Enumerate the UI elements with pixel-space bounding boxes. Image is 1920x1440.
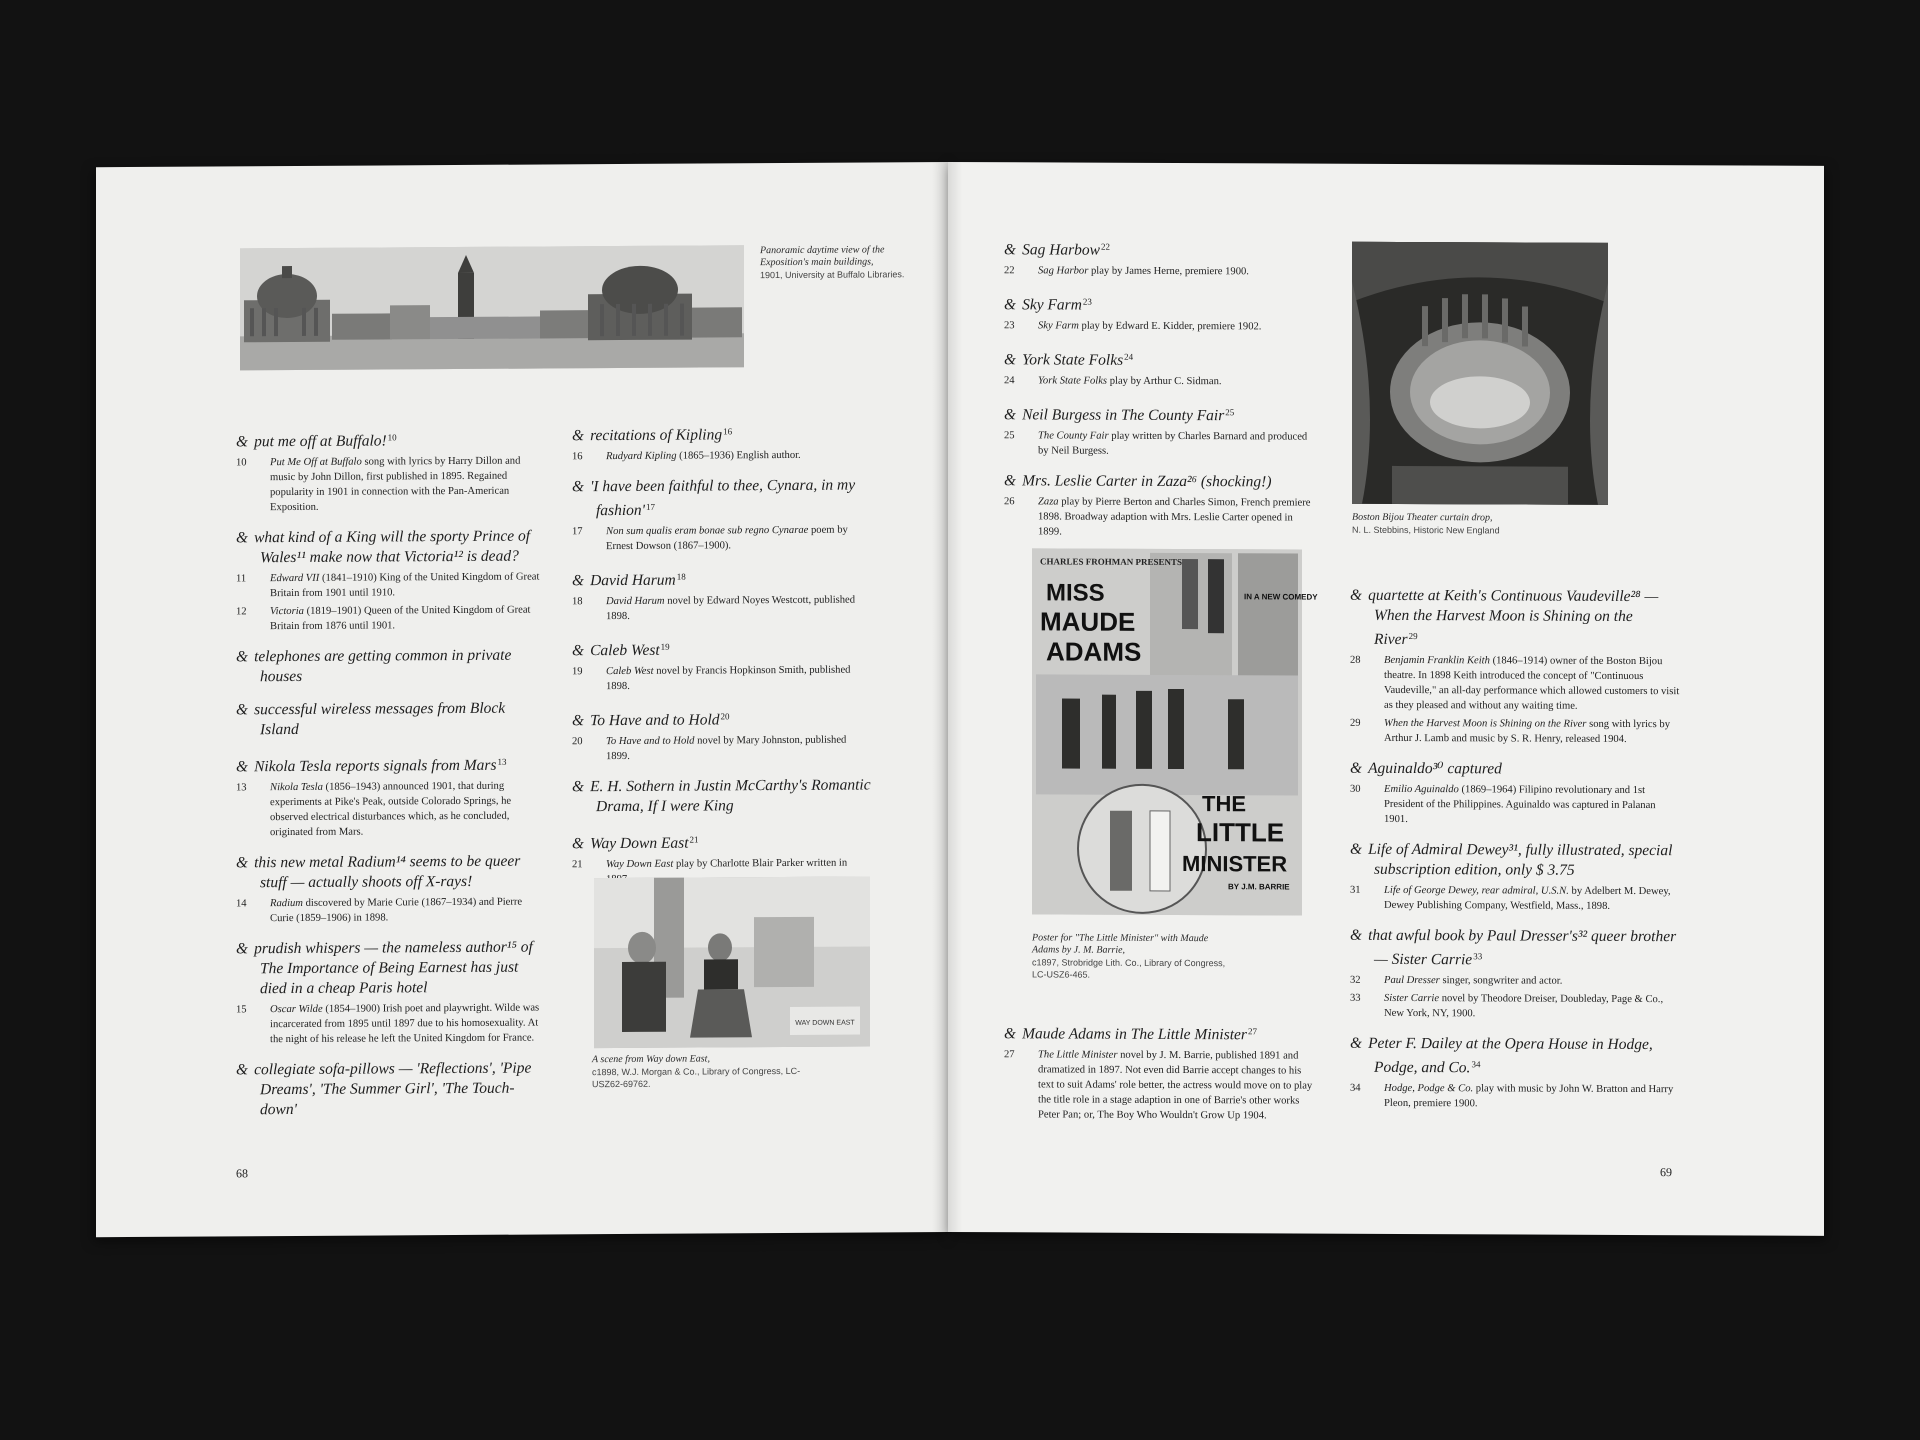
timeline-entry <box>1350 759 1680 828</box>
entry-heading-text: Sky Farm <box>1022 296 1082 314</box>
entry-heading <box>236 1058 546 1120</box>
footnote <box>236 894 546 926</box>
timeline-entry <box>1004 291 1314 334</box>
poster-photo <box>1032 548 1318 915</box>
footnote <box>236 778 546 840</box>
footnote-title: The Little Minister <box>1038 1049 1118 1061</box>
footnote-title: Paul Dresser <box>1384 974 1440 987</box>
timeline-entry <box>1004 346 1314 389</box>
ampersand-ornament: & <box>236 648 249 666</box>
entry-heading <box>1004 236 1314 261</box>
curtain-caption-credit: N. L. Stebbins, Historic New England <box>1352 524 1500 536</box>
panorama-photo <box>240 245 744 370</box>
footnote-title: Oscar Wilde <box>270 1003 323 1016</box>
footnote <box>1350 973 1680 989</box>
poster-title-line2: LITTLE <box>1196 817 1285 848</box>
footnote-marker: 23 <box>1082 296 1092 307</box>
entry-heading-text: Nikola Tesla reports signals from Mars <box>254 756 497 776</box>
footnote <box>1004 494 1314 540</box>
timeline-entry <box>572 420 872 464</box>
poster-author: BY J.M. BARRIE <box>1228 882 1290 892</box>
entry-heading <box>1004 401 1314 426</box>
entry-heading <box>1350 759 1680 780</box>
footnote-number: 26 <box>1004 496 1015 508</box>
entry-heading <box>572 635 872 661</box>
timeline-entry <box>572 775 872 817</box>
footnote <box>1004 318 1314 334</box>
footnote-marker: 25 <box>1225 407 1235 418</box>
footnote-title: Emilio Aguinaldo <box>1384 783 1459 796</box>
footnote-number: 20 <box>572 736 583 748</box>
poster-presenter: CHARLES FROHMAN PRESENTS <box>1040 556 1183 568</box>
poster-star-line1: MISS <box>1046 579 1105 607</box>
footnote-number: 28 <box>1350 654 1361 666</box>
left-column-2 <box>572 420 872 900</box>
page-number-right: 69 <box>1660 1165 1672 1180</box>
entry-heading <box>236 937 546 999</box>
poster-star-line3: ADAMS <box>1046 636 1142 667</box>
footnote-text: (1841–1910) King of the United Kingdom of Great Britain from 1901 until 1910. <box>270 571 540 600</box>
timeline-entry <box>236 851 546 926</box>
entry-heading <box>236 851 546 893</box>
footnote-text: poem by Ernest Dowson (1867–1900). <box>606 524 848 553</box>
ampersand-ornament: & <box>1004 296 1017 314</box>
entry-heading-text: Aguinaldo³⁰ captured <box>1368 759 1502 778</box>
footnote-title: Sister Carrie <box>1384 992 1440 1005</box>
timeline-entry <box>572 705 872 764</box>
ampersand-ornament: & <box>1004 241 1017 259</box>
footnote-marker: 29 <box>1408 631 1418 642</box>
panorama-caption-title: Panoramic daytime view of the Exposition's main buildings, <box>760 244 885 269</box>
footnote-number: 30 <box>1350 783 1361 795</box>
footnote-number: 11 <box>236 573 247 585</box>
footnote-title: When the Harvest Moon is Shining on the River <box>1384 717 1587 730</box>
footnote <box>1004 373 1314 389</box>
curtain-illustration <box>1352 242 1608 505</box>
entry-heading <box>1004 346 1314 371</box>
footnote-marker: 33 <box>1473 951 1483 962</box>
footnote <box>572 732 872 764</box>
footnote-text: play by James Herne, premiere 1900. <box>1088 265 1249 278</box>
footnote-title: Benjamin Franklin Keith <box>1384 654 1490 667</box>
footnote <box>236 453 546 515</box>
footnote-number: 19 <box>572 666 583 678</box>
footnote-marker: 10 <box>387 432 397 443</box>
footnote-marker: 13 <box>497 756 507 767</box>
footnote-title: Way Down East <box>606 858 674 871</box>
timeline-entry <box>236 1058 546 1120</box>
entry-heading-text: that awful book by Paul Dresser's³² queer brother — Sister Carrie <box>1368 926 1677 969</box>
footnote-number: 27 <box>1004 1049 1015 1061</box>
footnote-number: 33 <box>1350 992 1361 1004</box>
footnote-title: Victoria <box>270 605 304 618</box>
poster-star-line2: MAUDE <box>1040 606 1136 637</box>
footnote-text: singer, songwriter and actor. <box>1439 975 1563 987</box>
timeline-entry <box>1004 401 1314 459</box>
footnote <box>1350 653 1680 714</box>
ampersand-ornament: & <box>1350 1034 1363 1052</box>
entry-heading-text: Neil Burgess in The County Fair <box>1022 406 1225 425</box>
footnote-number: 13 <box>236 782 247 794</box>
panorama-illustration <box>240 245 744 370</box>
entry-heading <box>1004 1020 1314 1045</box>
footnote-number: 18 <box>572 596 583 608</box>
footnote-text: song with lyrics by Arthur J. Lamb and music by S. R. Henry, released 1904. <box>1384 718 1670 745</box>
timeline-entry <box>572 635 872 694</box>
entry-heading <box>236 426 546 452</box>
footnote-title: Zaza <box>1038 496 1059 508</box>
footnote-text: play by Charlotte Blair Parker written in <box>675 857 848 870</box>
entry-heading <box>1350 586 1680 651</box>
footnote-title: Sky Farm <box>1038 320 1079 332</box>
footnote <box>572 662 872 694</box>
poster-caption <box>1032 932 1232 981</box>
panorama-caption-credit: 1901, University at Buffalo Libraries. <box>760 269 905 281</box>
ampersand-ornament: & <box>1350 926 1363 944</box>
footnote-title: Edward VII <box>270 572 320 585</box>
poster-title-line1: THE <box>1202 791 1246 817</box>
entry-heading <box>236 698 546 740</box>
footnote-number: 21 <box>572 859 583 871</box>
poster-side-text: IN A NEW COMEDY <box>1244 592 1318 602</box>
footnote-text: novel by Theodore Dreiser, Doubleday, Page & Co., New York, NY, 1900. <box>1384 993 1664 1020</box>
footnote-text: play with music by John W. Bratton and Harry Pleon, premiere 1900. <box>1384 1083 1674 1110</box>
footnote <box>1350 883 1680 914</box>
right-column-2 <box>1350 586 1680 1125</box>
ampersand-ornament: & <box>572 478 585 496</box>
footnote-text: discovered by Marie Curie (1867–1934) and Pierre Curie (1859–1906) in 1898. <box>270 896 523 925</box>
footnote-title: Rudyard Kipling <box>606 450 677 463</box>
ampersand-ornament: & <box>572 427 585 445</box>
entry-heading-text: Peter F. Dailey at the Opera House in Hodge, Podge, and Co. <box>1368 1034 1653 1077</box>
right-column-1 <box>1004 236 1314 553</box>
magazine-spread <box>96 162 1824 1232</box>
footnote-title: Put Me Off at Buffalo <box>270 456 362 469</box>
ampersand-ornament: & <box>1004 1025 1017 1043</box>
entry-heading <box>236 645 546 687</box>
entry-heading <box>572 705 872 731</box>
svg-text:WAY DOWN EAST: WAY DOWN EAST <box>795 1019 855 1027</box>
ampersand-ornament: & <box>572 835 585 853</box>
entry-heading-text: what kind of a King will the sporty Prince of Wales¹¹ make now that Victoria¹² is dead? <box>254 527 531 567</box>
footnote-text: novel by Edward Noyes Westcott, published 1898. <box>606 594 856 623</box>
ampersand-ornament: & <box>236 1061 249 1079</box>
footnote-number: 17 <box>572 526 583 538</box>
footnote-number: 10 <box>236 457 247 469</box>
footnote-text: song with lyrics by Harry Dillon and music by John Dillon, first published in 1895. Regained popularity in 1901 in connection with the Pan-American Exposition. <box>270 455 521 514</box>
right-page <box>948 162 1824 1236</box>
footnote-text: play written by Charles Barnard and produced by Neil Burgess. <box>1038 430 1308 457</box>
ampersand-ornament: & <box>572 778 585 796</box>
footnote-title: Nikola Tesla <box>270 781 323 794</box>
entry-heading <box>1004 471 1314 492</box>
curtain-caption-title: Boston Bijou Theater curtain drop, <box>1352 511 1493 524</box>
footnote-marker: 16 <box>723 426 733 437</box>
timeline-entry <box>236 751 546 840</box>
ampersand-ornament: & <box>236 854 249 872</box>
footnote <box>1350 991 1680 1022</box>
footnote-title: Caleb West <box>606 665 654 678</box>
entry-heading <box>1350 926 1680 971</box>
scene-photo <box>594 876 870 1048</box>
entry-heading-text: telephones are getting common in private houses <box>254 646 512 686</box>
footnote-text: novel by J. M. Barrie, published 1891 and dramatized in 1897. Not even did Barrie accept changes to his text to suit Adams' role better, the actress would move on to play the title role in a stage adaption in one of Barrie's other works Peter Pan; or, The Boy Who Wouldn't Grow Up 1904. <box>1038 1049 1313 1122</box>
footnote-number: 31 <box>1350 884 1361 896</box>
footnote-marker: 18 <box>676 571 686 582</box>
timeline-entry <box>1350 586 1680 747</box>
footnote-title: Hodge, Podge & Co. <box>1384 1082 1474 1095</box>
footnote-marker: 21 <box>689 834 699 845</box>
timeline-entry <box>1350 1034 1680 1112</box>
footnote-title: Sag Harbor <box>1038 265 1089 277</box>
entry-heading-text: 'I have been faithful to thee, Cynara, in my fashion' <box>590 476 856 520</box>
footnote <box>236 1000 546 1047</box>
footnote-marker: 24 <box>1124 351 1134 362</box>
poster-caption-title: Poster for "The Little Minister" with Maude Adams by J. M. Barrie, <box>1032 932 1209 956</box>
footnote <box>1350 1081 1680 1112</box>
entry-heading-text: Maude Adams in The Little Minister <box>1022 1025 1247 1044</box>
footnote-text: play by Arthur C. Sidman. <box>1107 375 1222 388</box>
footnote-text: novel by Francis Hopkinson Smith, published 1898. <box>606 664 851 693</box>
ampersand-ornament: & <box>236 701 249 719</box>
entry-heading-text: Mrs. Leslie Carter in Zaza²⁶ (shocking!) <box>1022 472 1272 491</box>
footnote <box>236 569 546 601</box>
timeline-entry <box>236 426 546 515</box>
footnote-number: 29 <box>1350 717 1361 729</box>
footnote-number: 12 <box>236 606 247 618</box>
entry-heading-text: To Have and to Hold <box>590 711 720 730</box>
footnote-number: 25 <box>1004 430 1015 442</box>
footnote <box>1004 428 1314 459</box>
entry-heading <box>1004 291 1314 316</box>
footnote-marker: 27 <box>1247 1026 1257 1037</box>
footnote-text: (1846–1914) owner of the Boston Bijou theatre. In 1898 Keith introduced the concept of "Continuous Vaudeville," an all-day performance which allowed customers to visit as they pleased and without any waiting time. <box>1384 655 1680 712</box>
footnote <box>572 522 872 554</box>
scene-caption-title: A scene from Way down East, <box>592 1053 710 1066</box>
footnote <box>572 592 872 624</box>
timeline-entry <box>572 565 872 624</box>
timeline-entry <box>1004 471 1314 540</box>
footnote <box>1350 782 1680 828</box>
entry-heading <box>236 751 546 777</box>
curtain-photo <box>1352 242 1608 505</box>
ampersand-ornament: & <box>1350 759 1363 777</box>
footnote-number: 15 <box>236 1004 247 1016</box>
footnote-number: 32 <box>1350 974 1361 986</box>
timeline-entry <box>236 645 546 687</box>
footnote-title: Radium <box>270 897 303 910</box>
footnote-text: (1856–1943) announced 1901, that during experiments at Pike's Peak, outside Colorado Springs, he observed electrical disturbances which, as he concluded, originated from Mars. <box>270 780 512 839</box>
footnote-text: play by Edward E. Kidder, premiere 1902. <box>1078 320 1262 333</box>
footnote-title: The County Fair <box>1038 430 1109 442</box>
ampersand-ornament: & <box>236 940 249 958</box>
curtain-caption <box>1352 512 1608 537</box>
footnote-title: York State Folks <box>1038 375 1108 387</box>
entry-heading <box>572 565 872 591</box>
footnote-text: (1869–1964) Filipino revolutionary and 1st President of the Philippines. Aguinaldo was captured in Palanan 1901. <box>1384 784 1656 826</box>
ampersand-ornament: & <box>1004 351 1017 369</box>
entry-heading <box>572 775 872 817</box>
entry-heading-text: this new metal Radium¹⁴ seems to be queer stuff — actually shoots off X-rays! <box>254 852 521 892</box>
ampersand-ornament: & <box>1004 406 1017 424</box>
footnote-title: Non sum qualis eram bonae sub regno Cynarae <box>606 524 809 538</box>
entry-heading-text: E. H. Sothern in Justin McCarthy's Romantic Drama, If I were King <box>590 776 871 816</box>
footnote-number: 14 <box>236 898 247 910</box>
ampersand-ornament: & <box>1350 586 1363 604</box>
ampersand-ornament: & <box>1350 840 1363 858</box>
ampersand-ornament: & <box>572 572 585 590</box>
footnote-title: Life of George Dewey, rear admiral, U.S.N. <box>1384 884 1569 897</box>
timeline-entry <box>1350 926 1680 1022</box>
timeline-entry <box>1350 840 1680 914</box>
entry-heading <box>572 475 872 521</box>
poster-illustration <box>1032 548 1318 915</box>
ampersand-ornament: & <box>572 712 585 730</box>
entry-heading <box>1350 840 1680 881</box>
ampersand-ornament: & <box>1004 472 1017 490</box>
footnote-marker: 19 <box>660 641 670 652</box>
footnote-marker: 17 <box>645 501 655 512</box>
footnote <box>1350 716 1680 747</box>
poster-caption-credit: c1897, Strobridge Lith. Co., Library of Congress, LC-USZ6-465. <box>1032 957 1226 980</box>
entry-heading <box>1350 1034 1680 1079</box>
footnote-number: 22 <box>1004 265 1015 277</box>
footnote-number: 24 <box>1004 375 1015 387</box>
entry-heading-text: York State Folks <box>1022 351 1124 369</box>
timeline-entry <box>236 937 546 1047</box>
timeline-entry <box>236 698 546 740</box>
timeline-entry <box>1004 1020 1314 1123</box>
scene-illustration <box>594 876 870 1048</box>
footnote-marker: 20 <box>720 711 730 722</box>
footnote-marker: 22 <box>1101 241 1111 252</box>
scene-caption-credit: c1898, W.J. Morgan & Co., Library of Congress, LC-USZ62-69762. <box>592 1065 801 1090</box>
left-column-1 <box>236 426 546 1133</box>
entry-heading-text: quartette at Keith's Continuous Vaudeville²⁸ — When the Harvest Moon is Shining on the River <box>1368 586 1659 649</box>
footnote-title: To Have and to Hold <box>606 735 695 748</box>
timeline-entry <box>236 526 546 634</box>
timeline-entry <box>572 475 872 554</box>
entry-heading-text: Life of Admiral Dewey³¹, fully illustrated, special subscription edition, only $ 3.75 <box>1368 840 1673 879</box>
entry-heading-text: Way Down East <box>590 834 689 853</box>
entry-heading-text: collegiate sofa-pillows — 'Reflections', 'Pipe Dreams', 'The Summer Girl', 'The Touch-down' <box>254 1059 532 1119</box>
entry-heading-text: recitations of Kipling <box>590 426 723 445</box>
page-number-left: 68 <box>236 1166 248 1181</box>
footnote <box>1004 263 1314 279</box>
footnote-text: (1854–1900) Irish poet and playwright. Wilde was incarcerated from 1895 until 1897 due to his homosexuality. At the night of his release he left the United Kingdom for France. <box>270 1002 540 1046</box>
footnote-text: play by Pierre Berton and Charles Simon, French premiere 1898. Broadway adaption with Mrs. Leslie Carter opened in 1899. <box>1038 496 1311 538</box>
ampersand-ornament: & <box>572 642 585 660</box>
entry-heading-text: put me off at Buffalo! <box>254 432 387 451</box>
right-bottom-entry <box>1004 1020 1314 1136</box>
footnote-number: 16 <box>572 451 583 463</box>
footnote-marker: 34 <box>1471 1059 1481 1070</box>
entry-heading <box>572 828 872 854</box>
footnote-text: (1865–1936) English author. <box>676 449 801 462</box>
footnote-number: 34 <box>1350 1082 1361 1094</box>
footnote-text: novel by Mary Johnston, published 1899. <box>606 734 847 763</box>
entry-heading-text: David Harum <box>590 571 676 590</box>
poster-title-line3: MINISTER <box>1182 851 1288 877</box>
footnote <box>236 602 546 634</box>
entry-heading-text: successful wireless messages from Block Island <box>254 699 506 739</box>
footnote-text: (1819–1901) Queen of the United Kingdom of Great Britain from 1876 until 1901. <box>270 604 531 633</box>
entry-heading-text: prudish whispers — the nameless author¹⁵ of The Importance of Being Earnest has just died in a cheap Paris hotel <box>254 938 533 998</box>
entry-heading-text: Caleb West <box>590 641 660 660</box>
ampersand-ornament: & <box>236 433 249 451</box>
footnote-title: David Harum <box>606 595 665 608</box>
panorama-caption <box>760 244 920 281</box>
entry-heading-text: Sag Harbow <box>1022 241 1101 259</box>
footnote <box>572 447 872 464</box>
ampersand-ornament: & <box>236 529 249 547</box>
timeline-entry <box>1004 236 1314 279</box>
footnote-number: 23 <box>1004 320 1015 332</box>
footnote <box>1004 1047 1314 1123</box>
scene-caption <box>592 1053 812 1090</box>
entry-heading <box>572 420 872 446</box>
footnote-text: by Adelbert M. Dewey, Dewey Publishing Company, Westfield, Mass., 1898. <box>1384 885 1671 912</box>
ampersand-ornament: & <box>236 758 249 776</box>
entry-heading <box>236 526 546 568</box>
left-page <box>96 162 948 1237</box>
